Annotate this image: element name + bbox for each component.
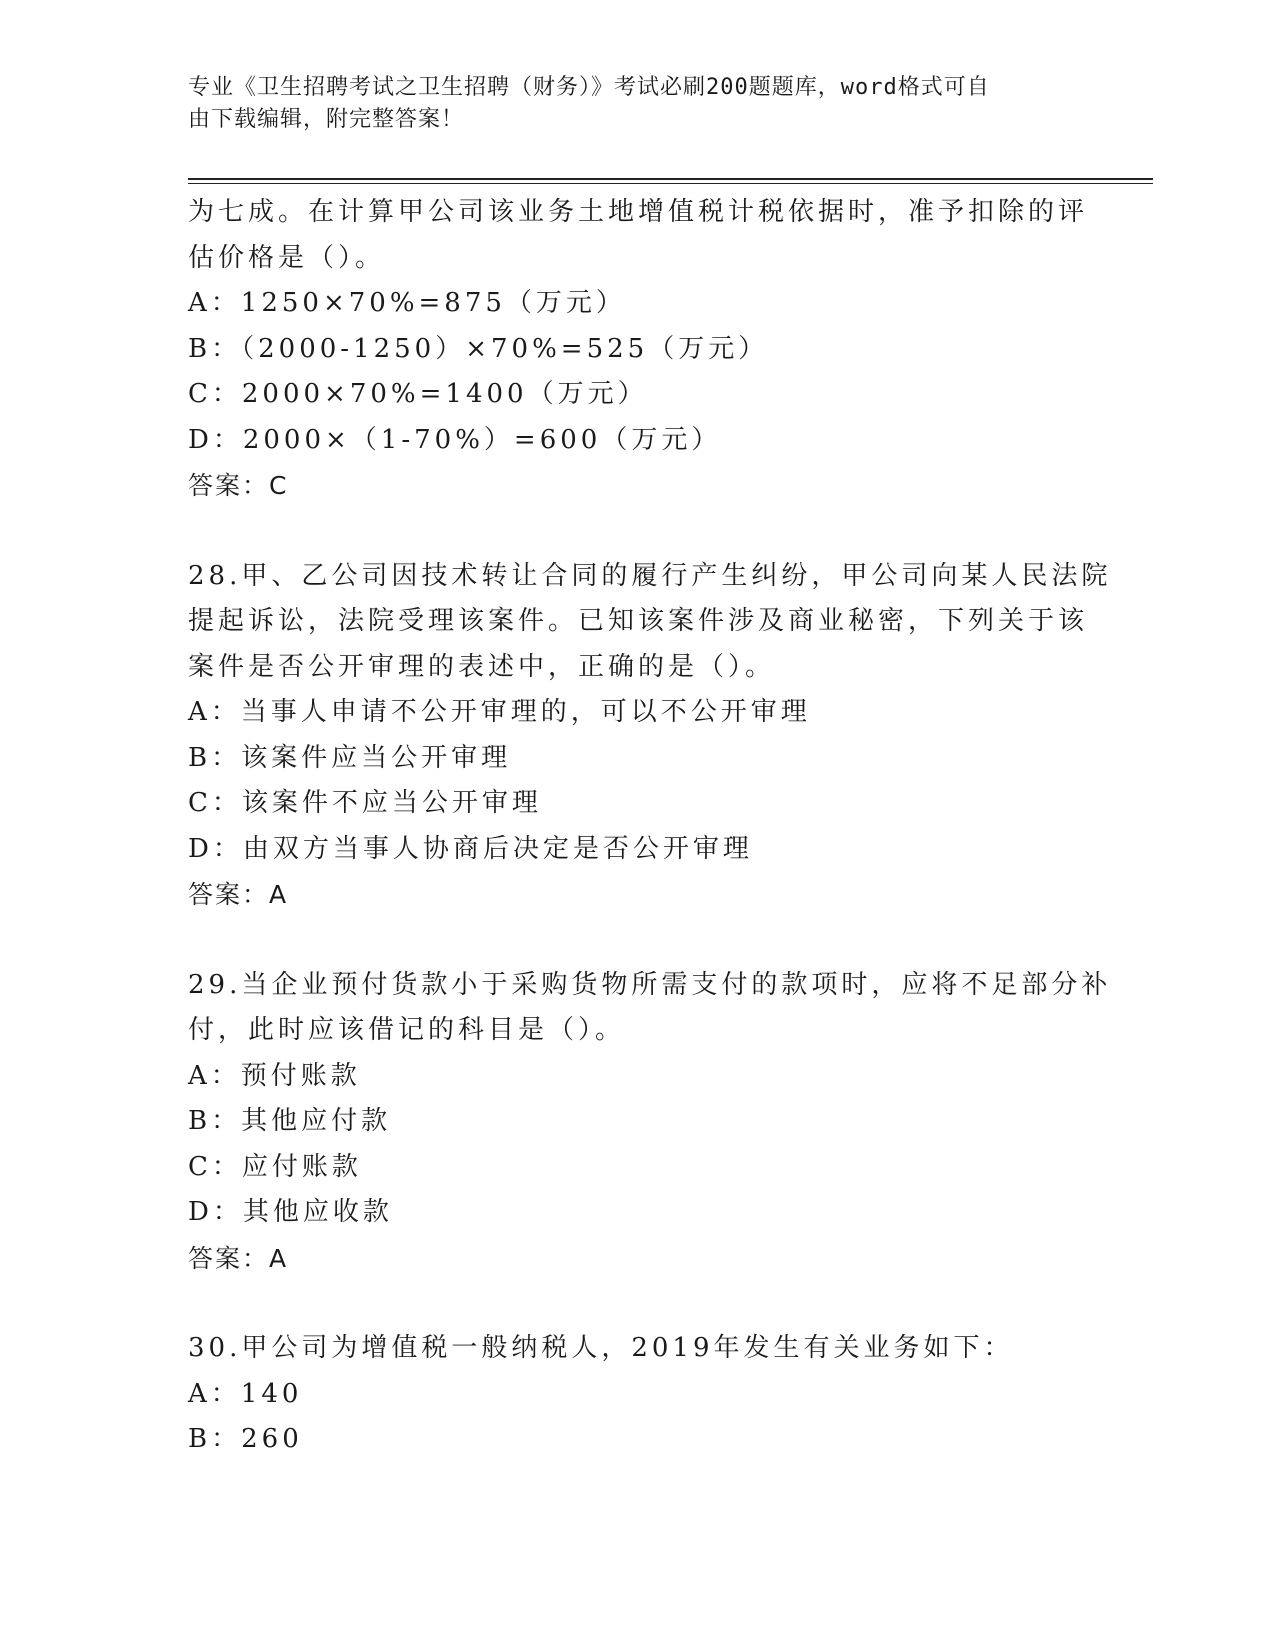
header-divider-thick [188,178,1153,180]
question-28 [188,554,1112,918]
question-27-continued [188,190,1088,509]
question-stem-line: 估价格是（）。 [188,242,386,273]
header-line-1: 专业《卫生招聘考试之卫生招聘（财务）》考试必刷200题题库，word格式可自 [188,75,990,100]
option-b: B：该案件应当公开审理 [188,742,512,773]
option-a: A：预付账款 [188,1060,361,1091]
question-stem-line: 28.甲、乙公司因技术转让合同的履行产生纠纷，甲公司向某人民法院 [188,560,1112,591]
question-spacer [188,918,1088,963]
option-b: B：其他应付款 [188,1106,392,1136]
option-c: C：应付账款 [188,1151,362,1182]
option-a: A：1250×70%=875（万元） [188,288,626,318]
question-list [188,190,1112,1463]
option-d: D：2000×（1-70%）=600（万元） [188,424,722,455]
option-c: C：2000×70%=1400（万元） [188,379,648,409]
question-stem-line: 为七成。在计算甲公司该业务土地增值税计税依据时，准予扣除的评 [188,197,1089,227]
question-stem-line: 提起诉讼，法院受理该案件。已知该案件涉及商业秘密，下列关于该 [188,606,1089,636]
question-stem-line: 付，此时应该借记的科目是（）。 [188,1015,626,1045]
option-a: A：140 [188,1378,303,1409]
header-line-2: 由下载编辑，附完整答案！ [188,107,465,132]
question-stem-line: 29.当企业预付货款小于采购货物所需支付的款项时，应将不足部分补 [188,969,1112,1000]
answer-line: 答案：C [188,471,289,500]
answer-line: 答案：A [188,1243,289,1273]
header-divider-thin [188,183,1153,184]
option-c: C：该案件不应当公开审理 [188,788,542,818]
option-d: D：由双方当事人协商后决定是否公开审理 [188,833,753,864]
question-spacer [188,1281,1088,1326]
question-stem-line: 案件是否公开审理的表述中，正确的是（）。 [188,651,776,682]
option-d: D：其他应收款 [188,1197,393,1227]
question-30 [188,1326,1088,1463]
option-a: A：当事人申请不公开审理的，可以不公开审理 [188,697,811,727]
option-b: B：（2000-1250）×70%=525（万元） [188,333,769,364]
question-stem-line: 30.甲公司为增值税一般纳税人，2019年发生有关业务如下： [188,1333,1014,1363]
answer-line: 答案：A [188,880,289,909]
option-b: B：260 [188,1424,303,1454]
question-spacer [188,509,1088,554]
document-header [188,72,1068,136]
question-29 [188,963,1112,1282]
